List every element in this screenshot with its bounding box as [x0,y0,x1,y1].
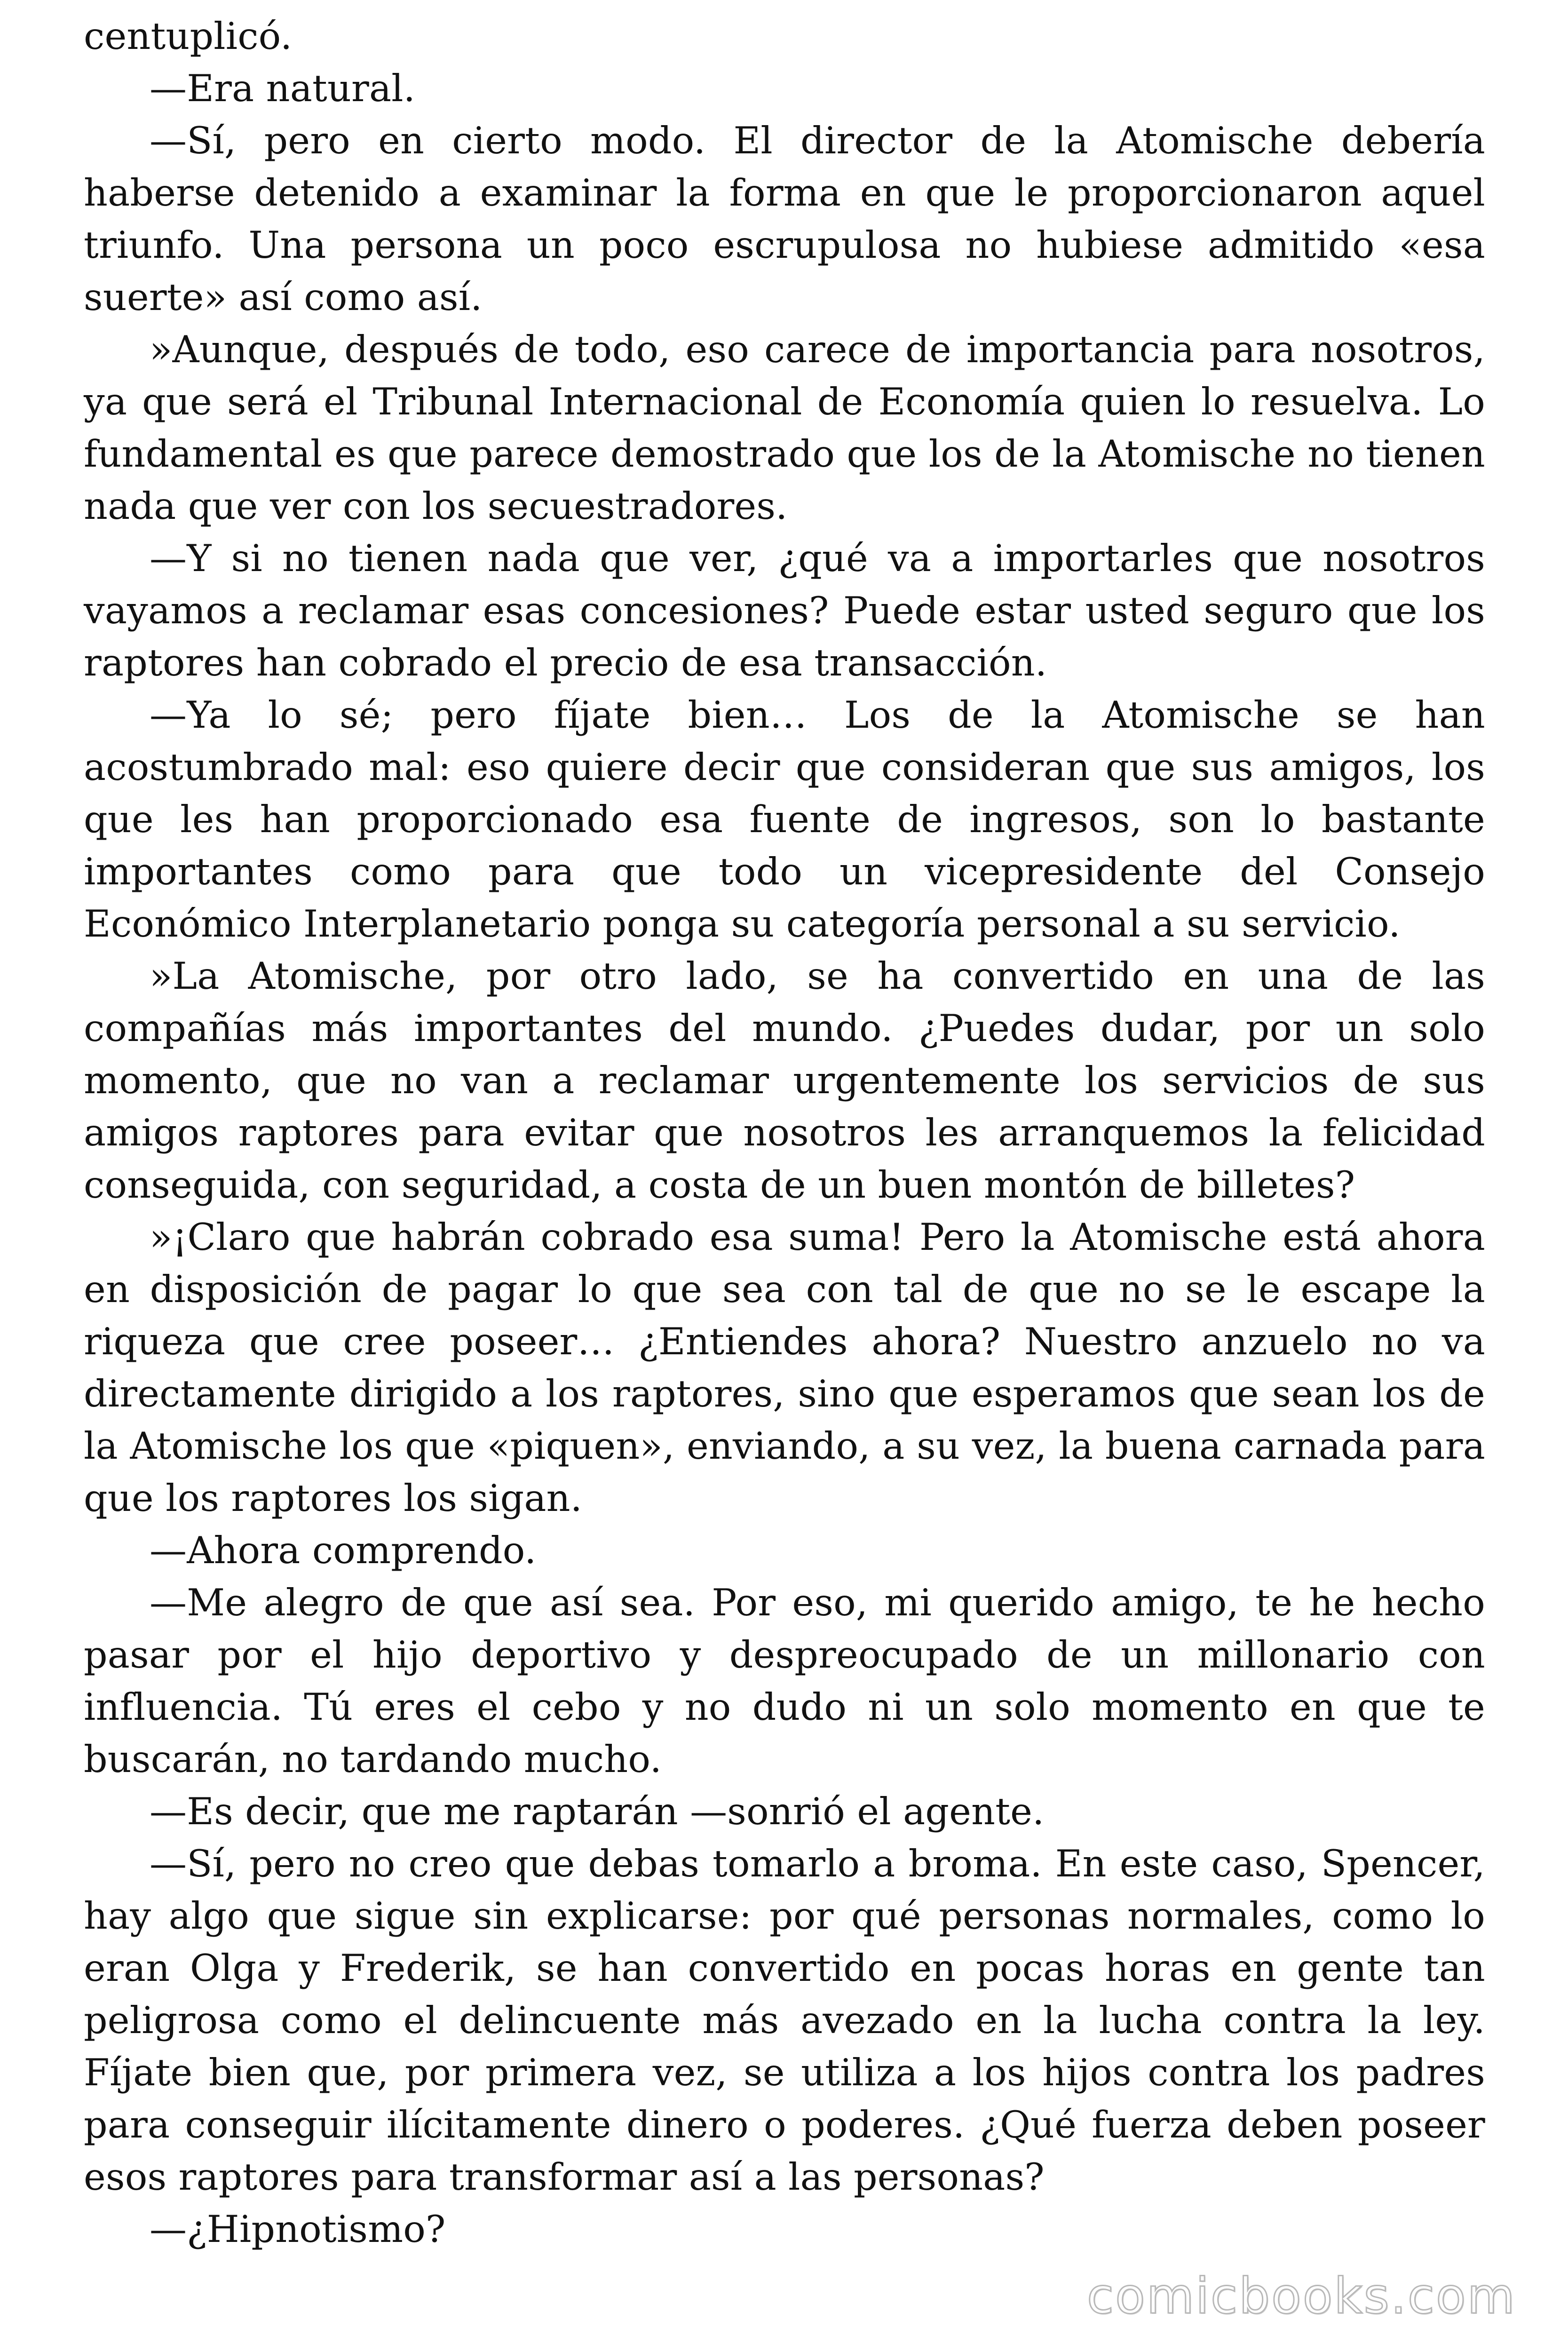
paragraph: centuplicó. [84,15,293,58]
paragraph: —Sí, pero no creo que debas tomarlo a broma. En este caso, Spencer, hay algo que sigue sin explicarse: por qué personas normales, como lo eran Olga y Frederik, se han convertido en pocas horas en gente tan peligrosa como el delincuente más avezado en la lucha contra la ley. Fíjate bien que, por primera vez, se utiliza a los hijos contra los padres para conseguir ilícitamente dinero o poderes. ¿Qué fuerza deben poseer esos raptores para transformar así a las personas? [84,1842,1485,2199]
paragraph: —Era natural. [150,67,416,110]
paragraph: —¿Hipnotismo? [150,2208,446,2251]
paragraph: »La Atomische, por otro lado, se ha convertido en una de las compañías más importantes del mundo. ¿Puedes dudar, por un solo momento, que no van a reclamar urgentemente los servicios de sus amigos raptores para evitar que nosotros les arranquemos la felicidad conseguida, con seguridad, a costa de un buen montón de billetes? [84,954,1485,1207]
paragraph: —Ahora comprendo. [150,1529,537,1572]
paragraph: »¡Claro que habrán cobrado esa suma! Pero la Atomische está ahora en disposición de pagar lo que sea con tal de que no se le escape la riqueza que cree poseer… ¿Entiendes ahora? Nuestro anzuelo no va directamente dirigido a los raptores, sino que esperamos que sean los de la Atomische los que «piquen», enviando, a su vez, la buena carnada para que los raptores los sigan. [84,1216,1485,1520]
paragraph: —Me alegro de que así sea. Por eso, mi querido amigo, te he hecho pasar por el hijo deportivo y despreocupado de un millonario con influencia. Tú eres el cebo y no dudo ni un solo momento en que te buscarán, no tardando mucho. [84,1581,1485,1781]
body-text [84,10,1485,2256]
watermark: comicbooks.com [1086,2267,1516,2325]
paragraph: —Ya lo sé; pero fíjate bien… Los de la Atomische se han acostumbrado mal: eso quiere decir que consideran que sus amigos, los que les han proporcionado esa fuente de ingresos, son lo bastante importantes como para que todo un vicepresidente del Consejo Económico Interplanetario ponga su categoría personal a su servicio. [84,693,1485,946]
paragraph: »Aunque, después de todo, eso carece de importancia para nosotros, ya que será el Tribunal Internacional de Economía quien lo resuelva. Lo fundamental es que parece demostrado que los de la Atomische no tienen nada que ver con los secuestradores. [84,328,1485,528]
paragraph: —Sí, pero en cierto modo. El director de la Atomische debería haberse detenido a examinar la forma en que le proporcionaron aquel triunfo. Una persona un poco escrupulosa no hubiese admitido «esa suerte» así como así. [84,119,1485,319]
paragraph: —Y si no tienen nada que ver, ¿qué va a importarles que nosotros vayamos a reclamar esas concesiones? Puede estar usted seguro que los raptores han cobrado el precio de esa transacción. [84,537,1485,684]
paragraph: —Es decir, que me raptarán —sonrió el agente. [150,1790,1045,1833]
